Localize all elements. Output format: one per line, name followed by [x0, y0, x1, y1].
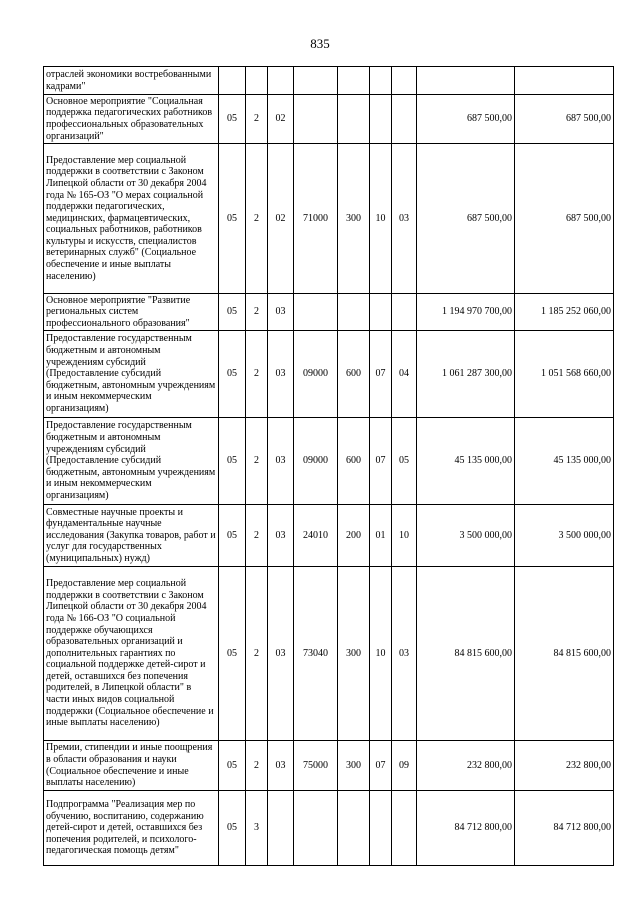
code-cell — [219, 67, 246, 95]
code-cell: 07 — [370, 418, 392, 505]
code-cell: 10 — [392, 505, 417, 567]
code-cell: 09 — [392, 741, 417, 791]
code-cell — [246, 67, 268, 95]
code-cell: 07 — [370, 331, 392, 418]
code-cell: 09000 — [294, 418, 338, 505]
code-cell: 75000 — [294, 741, 338, 791]
code-cell: 2 — [246, 294, 268, 331]
amount-cell: 1 051 568 660,00 — [515, 331, 614, 418]
table-row — [44, 67, 614, 95]
code-cell: 24010 — [294, 505, 338, 567]
code-cell: 2 — [246, 567, 268, 741]
row-description: Премии, стипендии и иные поощрения в области образования и науки (Социальное обеспечение и иные выплаты населению) — [44, 741, 219, 791]
code-cell: 03 — [392, 567, 417, 741]
code-cell: 600 — [338, 418, 370, 505]
code-cell — [370, 95, 392, 144]
budget-table — [43, 66, 614, 866]
code-cell: 3 — [246, 791, 268, 866]
code-cell: 05 — [219, 741, 246, 791]
page-number: 835 — [310, 36, 330, 51]
code-cell: 05 — [392, 418, 417, 505]
table-row — [44, 144, 614, 294]
code-cell: 03 — [268, 741, 294, 791]
code-cell: 05 — [219, 294, 246, 331]
row-description: Подпрограмма "Реализация мер по обучению, воспитанию, содержанию детей-сирот и детей, оставшихся без попечения родителей, и психолого-педагогическая помощь детям" — [44, 791, 219, 866]
code-cell: 2 — [246, 331, 268, 418]
code-cell: 71000 — [294, 144, 338, 294]
amount-cell: 1 185 252 060,00 — [515, 294, 614, 331]
code-cell: 09000 — [294, 331, 338, 418]
amount-cell: 1 061 287 300,00 — [417, 331, 515, 418]
amount-cell: 232 800,00 — [515, 741, 614, 791]
code-cell — [294, 67, 338, 95]
row-description: отраслей экономики востребованными кадрами" — [44, 67, 219, 95]
code-cell: 600 — [338, 331, 370, 418]
amount-cell: 687 500,00 — [515, 144, 614, 294]
code-cell — [392, 791, 417, 866]
amount-cell: 45 135 000,00 — [515, 418, 614, 505]
row-description: Основное мероприятие "Социальная поддержка педагогических работников профессиональных образовательных организаций" — [44, 95, 219, 144]
table-row — [44, 567, 614, 741]
code-cell: 2 — [246, 95, 268, 144]
code-cell: 04 — [392, 331, 417, 418]
amount-cell: 84 712 800,00 — [417, 791, 515, 866]
table-row — [44, 741, 614, 791]
amount-cell: 687 500,00 — [515, 95, 614, 144]
row-description: Совместные научные проекты и фундаментальные научные исследования (Закупка товаров, работ и услуг для государственных (муниципальных) нужд) — [44, 505, 219, 567]
code-cell — [370, 791, 392, 866]
amount-cell — [417, 67, 515, 95]
code-cell — [268, 67, 294, 95]
table-row — [44, 505, 614, 567]
code-cell: 02 — [268, 95, 294, 144]
code-cell: 05 — [219, 144, 246, 294]
amount-cell: 1 194 970 700,00 — [417, 294, 515, 331]
code-cell — [338, 67, 370, 95]
amount-cell: 3 500 000,00 — [515, 505, 614, 567]
code-cell: 03 — [268, 567, 294, 741]
amount-cell: 687 500,00 — [417, 144, 515, 294]
code-cell: 02 — [268, 144, 294, 294]
code-cell: 2 — [246, 741, 268, 791]
code-cell — [338, 791, 370, 866]
amount-cell: 3 500 000,00 — [417, 505, 515, 567]
row-description: Предоставление государственным бюджетным и автономным учреждениям субсидий (Предоставление субсидий бюджетным, автономным учреждениям и иным некоммерческим организациям) — [44, 331, 219, 418]
code-cell — [294, 294, 338, 331]
amount-cell: 84 815 600,00 — [417, 567, 515, 741]
row-description: Предоставление государственным бюджетным и автономным учреждениям субсидий (Предоставление субсидий бюджетным, автономным учреждениям и иным некоммерческим организациям) — [44, 418, 219, 505]
code-cell — [294, 95, 338, 144]
table-row — [44, 95, 614, 144]
row-description: Предоставление мер социальной поддержки в соответствии с Законом Липецкой области от 30 декабря 2004 года № 165-ОЗ "О мерах социальной поддержки педагогических, медицинских, фармацевтических, социальных работников, работников культуры и искусств, специалистов ветеринарных служб" (Социальное обеспечение и иные выплаты населению) — [44, 144, 219, 294]
code-cell: 73040 — [294, 567, 338, 741]
code-cell: 05 — [219, 791, 246, 866]
code-cell — [370, 294, 392, 331]
code-cell: 05 — [219, 418, 246, 505]
row-description: Предоставление мер социальной поддержки в соответствии с Законом Липецкой области от 30 декабря 2004 года № 166-ОЗ "О социальной поддержке обучающихся образовательных организаций и дополнительных гарантиях по социальной поддержке детей-сирот и детей, оставшихся без попечения родителей, в Липецкой области" в части иных видов социальной поддержки (Социальное обеспечение и иные выплаты населению) — [44, 567, 219, 741]
code-cell: 10 — [370, 144, 392, 294]
code-cell: 05 — [219, 95, 246, 144]
code-cell: 2 — [246, 144, 268, 294]
code-cell: 2 — [246, 505, 268, 567]
table-row — [44, 331, 614, 418]
code-cell: 03 — [268, 505, 294, 567]
code-cell — [338, 294, 370, 331]
table-row — [44, 791, 614, 866]
code-cell: 05 — [219, 505, 246, 567]
amount-cell: 84 815 600,00 — [515, 567, 614, 741]
code-cell — [338, 95, 370, 144]
code-cell: 03 — [268, 418, 294, 505]
code-cell: 300 — [338, 741, 370, 791]
amount-cell: 687 500,00 — [417, 95, 515, 144]
amount-cell: 84 712 800,00 — [515, 791, 614, 866]
amount-cell: 45 135 000,00 — [417, 418, 515, 505]
amount-cell — [515, 67, 614, 95]
table-row — [44, 418, 614, 505]
code-cell: 03 — [268, 294, 294, 331]
code-cell: 300 — [338, 567, 370, 741]
code-cell — [268, 791, 294, 866]
code-cell — [392, 95, 417, 144]
code-cell: 300 — [338, 144, 370, 294]
code-cell: 03 — [268, 331, 294, 418]
code-cell: 05 — [219, 567, 246, 741]
code-cell: 07 — [370, 741, 392, 791]
code-cell — [370, 67, 392, 95]
code-cell: 2 — [246, 418, 268, 505]
table-row — [44, 294, 614, 331]
code-cell: 01 — [370, 505, 392, 567]
code-cell — [392, 294, 417, 331]
code-cell: 200 — [338, 505, 370, 567]
amount-cell: 232 800,00 — [417, 741, 515, 791]
row-description: Основное мероприятие "Развитие региональных систем профессионального образования" — [44, 294, 219, 331]
code-cell: 03 — [392, 144, 417, 294]
code-cell — [392, 67, 417, 95]
code-cell: 10 — [370, 567, 392, 741]
code-cell: 05 — [219, 331, 246, 418]
code-cell — [294, 791, 338, 866]
